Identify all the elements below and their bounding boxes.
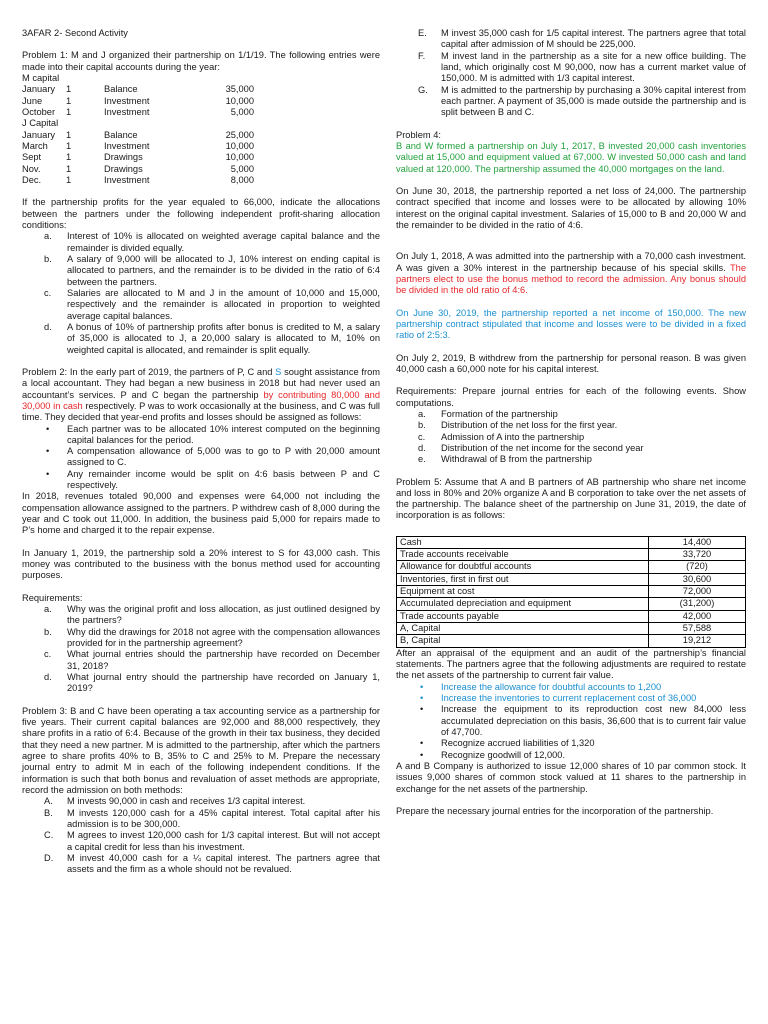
problem2-paragraph-2: In 2018, revenues totaled 90,000 and expenses were 64,000 not including the compensation allowance assigned to the partners. P withdrew cash of 8,000 during the year and C took out 11,000. In addition, the business paid 5,000 for repairs made to P’s home and charged it to the repair expense.: [22, 491, 380, 536]
list-letter: b.: [44, 626, 52, 637]
list-text: Withdrawal of B from the partnership: [441, 454, 592, 465]
bullet-item: [22, 469, 380, 492]
list-letter: d.: [44, 321, 52, 332]
problem2-requirements: [22, 604, 380, 695]
ledger-day: 1: [66, 84, 72, 95]
list-item: [22, 808, 380, 831]
list-letter: c.: [44, 649, 52, 660]
list-text: Salaries are allocated to M and J in the amount of 10,000 and 15,000, respectively and the remainder is allocated in proportion to weighted average capital balances.: [67, 287, 380, 321]
list-item: [22, 288, 380, 322]
ledger-amount: 10,000: [225, 152, 254, 163]
problem4-text-a: On July 1, 2018, A was admitted into the partnership with a 70,000 cash investment. A was given a 30% interest in the partnership because of his special skills.: [396, 251, 746, 273]
account-cell: B, Capital: [397, 635, 649, 647]
amount-cell: 33,720: [649, 549, 746, 561]
list-item: [22, 322, 380, 356]
list-text: Why was the original profit and loss allocation, as just outlined designed by the partners?: [67, 604, 380, 626]
ledger-amount: 8,000: [230, 174, 254, 185]
table-row: [397, 635, 746, 647]
ledger-day: 1: [66, 163, 72, 174]
list-letter: a.: [44, 231, 52, 242]
list-letter: D.: [44, 852, 54, 863]
bullet-dot-icon: •: [46, 468, 50, 479]
list-text: M is admitted to the partnership by purchasing a 30% capital interest from each partner. A payment of 35,000 is made outside the partnership and is split between B and C.: [441, 84, 746, 118]
account-cell: Inventories, first in first out: [397, 573, 649, 585]
table-row: [397, 536, 746, 548]
account-cell: Allowance for doubtful accounts: [397, 561, 649, 573]
problem4-paragraph-5: On July 2, 2019, B withdrew from the partnership for personal reason. B was given 40,000 cash a 60,000 note for his capital interest.: [396, 352, 746, 374]
list-letter: a.: [44, 604, 52, 615]
problem2-paragraph-3: In January 1, 2019, the partnership sold a 20% interest to S for 43,000 cash. This money was contributed to the business with the bonus method used for accounting purposes.: [22, 547, 380, 581]
list-text: What journal entries should the partnership have recorded on December 31, 2018?: [67, 649, 380, 671]
list-item: [396, 28, 746, 51]
list-text: M agrees to invest 120,000 cash for 1/3 capital interest. But will not accept a capital credit for less than his investment.: [67, 830, 380, 852]
list-item: [396, 443, 746, 454]
table-row: [397, 586, 746, 598]
amount-cell: 72,000: [649, 586, 746, 598]
amount-cell: 30,600: [649, 573, 746, 585]
account-cell: Trade accounts payable: [397, 610, 649, 622]
problem4-highlight-red: The partners elect to use the bonus method to record the admission. Any bonus should be divided in the old ratio of 4:6.: [396, 262, 746, 296]
problem4-blue-text: On June 30, 2019, the partnership reported a net income of 150,000. The new partnership contract stipulated that income and losses were to be divided in a fixed ratio of 2:5:3.: [396, 307, 746, 341]
amount-cell: 57,588: [649, 623, 746, 635]
list-item: [22, 830, 380, 853]
j-capital-label: J Capital: [22, 118, 59, 129]
ledger-month: Sept: [22, 152, 42, 163]
list-text: Formation of the partnership: [441, 408, 558, 419]
list-item: [22, 604, 380, 627]
problem1-items: [22, 231, 380, 356]
list-item: [22, 254, 380, 288]
ledger-row: [22, 84, 380, 95]
list-letter: c.: [418, 431, 426, 442]
ledger-month: January: [22, 129, 56, 140]
list-letter: G.: [418, 84, 428, 95]
ledger-description: Investment: [104, 95, 150, 106]
right-column: [396, 28, 746, 817]
problem4-paragraph-2: On June 30, 2018, the partnership reported a net loss of 24,000. The partnership contract specified that income and losses were to be allocated by allowing 10% interest on the original capital investment. Salaries of 15,000 to B and 20,000 W and the remainder to be divided in the ratio of 4:6.: [396, 185, 746, 230]
ledger-row: [22, 141, 380, 152]
ledger-day: 1: [66, 152, 72, 163]
ledger-day: 1: [66, 129, 72, 140]
list-text: Admission of A into the partnership: [441, 431, 585, 442]
problem5-paragraph-2: A and B Company is authorized to issue 12,000 shares of 10 par common stock. It issues 9,000 shares of common stock valued at 11 shares to the partnership in exchange for the net assets of the partnership.: [396, 761, 746, 794]
list-text: Distribution of the net loss for the first year.: [441, 420, 618, 431]
list-item: [396, 432, 746, 443]
ledger-description: Investment: [104, 174, 150, 185]
bullet-item: [22, 424, 380, 447]
bullet-item: [396, 682, 746, 693]
bullet-item: [396, 693, 746, 704]
ledger-amount: 10,000: [225, 140, 254, 151]
list-item: [396, 420, 746, 431]
problem2-text-a: Problem 2: In the early part of 2019, the partners of P, C and: [22, 366, 276, 377]
ledger-description: Balance: [104, 84, 138, 95]
list-item: [22, 627, 380, 650]
problem3-intro: Problem 3: B and C have been operating a tax accounting service as a partnership for five years. Their current capital balances are 92,000 and 88,000 respectively, they share profits in a ratio of 6:4. Because of the growth in their tax business, they decided that they need a new partner. M is admitted to the partnership, after which the partners agree to share profits 40% to B, 35% to C and 25% to M. Prepare the necessary journal entry to admit M in each of the following independent conditions. If the information is such that both bonus and revaluation of asset methods are appropriate, record the admission on both methods:: [22, 705, 380, 796]
bullet-text: A compensation allowance of 5,000 was to go to P with 20,000 amount assigned to C.: [67, 446, 380, 468]
problem5-paragraph-3: Prepare the necessary journal entries for the incorporation of the partnership.: [396, 806, 714, 817]
ledger-day: 1: [66, 95, 72, 106]
problem2-intro: [22, 367, 380, 424]
bullet-text: Recognize accrued liabilities of 1,320: [441, 738, 595, 749]
left-column: [22, 28, 380, 876]
list-text: M invest 35,000 cash for 1/5 capital interest. The partners agree that total capital after admission of M should be 225,000.: [441, 28, 746, 50]
list-text: A bonus of 10% of partnership profits after bonus is credited to M, a salary of 35,000 is allocated to J, a 20,000 salary is allocated to M, 10% on weighted capital is allocated, and remainder is split equally.: [67, 321, 380, 355]
list-letter: b.: [418, 420, 426, 431]
ledger-row: [22, 96, 380, 107]
list-item: [22, 672, 380, 695]
problem2-bullets: [22, 424, 380, 492]
problem5-adjustments: [396, 682, 746, 761]
list-text: Interest of 10% is allocated on weighted average capital balance and the remainder is divided equally.: [67, 231, 380, 253]
list-text: What journal entry should the partnership have recorded on January 1, 2019?: [67, 672, 380, 694]
ledger-description: Investment: [104, 106, 150, 117]
balance-sheet-table: [396, 536, 746, 648]
bullet-text: Increase the inventories to current replacement cost of 36,000: [441, 693, 697, 704]
bullet-dot-icon: •: [420, 681, 424, 692]
list-letter: d.: [418, 442, 426, 453]
account-cell: Equipment at cost: [397, 586, 649, 598]
ledger-row: [22, 130, 380, 141]
bullet-dot-icon: •: [46, 423, 50, 434]
table-row: [397, 598, 746, 610]
bullet-item: [396, 750, 746, 761]
list-item: [396, 51, 746, 85]
list-letter: e.: [418, 454, 426, 465]
ledger-amount: 10,000: [225, 95, 254, 106]
amount-cell: 19,212: [649, 635, 746, 647]
list-item: [396, 85, 746, 119]
bullet-item: [396, 704, 746, 738]
amount-cell: 14,400: [649, 536, 746, 548]
problem1-question: If the partnership profits for the year equaled to 66,000, indicate the allocations between the partners under the following independent profit-sharing allocation conditions:: [22, 197, 380, 230]
account-cell: Accumulated depreciation and equipment: [397, 598, 649, 610]
problem4-heading: Problem 4:: [396, 129, 441, 140]
list-text: Distribution of the net income for the second year: [441, 442, 644, 453]
amount-cell: (31,200): [649, 598, 746, 610]
list-item: [396, 454, 746, 465]
ledger-month: January: [22, 84, 56, 95]
bullet-item: [22, 446, 380, 469]
bullet-dot-icon: •: [420, 693, 424, 704]
problem5-intro: Problem 5: Assume that A and B partners of AB partnership who share net income and loss in 80% and 20% organize A and B corporation to take over the net assets of the partnership. The balance sheet of the partnership on June 31, 2019, the date of incorporation is as follows:: [396, 476, 746, 521]
ledger-day: 1: [66, 140, 72, 151]
list-letter: A.: [44, 796, 53, 807]
ledger-month: Dec.: [22, 174, 42, 185]
m-capital-label: M capital: [22, 72, 60, 83]
ledger-row: [22, 152, 380, 163]
ledger-row: [22, 164, 380, 175]
list-text: M invest 40,000 cash for a ¼ capital interest. The partners agree that assets and the firm as a whole should not be revalued.: [67, 852, 380, 875]
account-cell: A, Capital: [397, 623, 649, 635]
problem4-paragraph-3: [396, 251, 746, 296]
bullet-text: Each partner was to be allocated 10% interest computed on the beginning capital balances for the period.: [67, 423, 380, 445]
bullet-text: Recognize goodwill of 12,000.: [441, 749, 566, 760]
list-letter: b.: [44, 253, 52, 264]
list-letter: C.: [44, 830, 54, 841]
problem4-green-text: B and W formed a partnership on July 1, 2017, B invested 20,000 cash inventories valued at 15,000 and equipment valued at 67,000. W invested 50,000 cash and land valued at 120,000. The partnership assumed the 40,000 mortgages on the land.: [396, 140, 746, 174]
list-item: [22, 231, 380, 254]
bullet-dot-icon: •: [46, 446, 50, 457]
list-item: [22, 853, 380, 876]
list-letter: B.: [44, 807, 53, 818]
ledger-amount: 5,000: [230, 163, 254, 174]
bullet-dot-icon: •: [420, 749, 424, 760]
table-row: [397, 561, 746, 573]
ledger-day: 1: [66, 106, 72, 117]
ledger-row: [22, 107, 380, 118]
ledger-month: June: [22, 95, 43, 106]
bullet-item: [396, 738, 746, 749]
ledger-amount: 25,000: [225, 129, 254, 140]
problem2-partner-s: S: [275, 366, 282, 377]
amount-cell: 42,000: [649, 610, 746, 622]
problem4-items: [396, 409, 746, 466]
list-letter: a.: [418, 408, 426, 419]
bullet-text: Any remainder income would be split on 4:6 basis between P and C respectively.: [67, 468, 380, 491]
problem5-after: After an appraisal of the equipment and an audit of the partnership’s financial statements. The partners agree that the following adjustments are required to restate the net assets of the partnership to current fair value.: [396, 647, 746, 681]
table-row: [397, 573, 746, 585]
bullet-text: Increase the allowance for doubtful accounts to 1,200: [441, 681, 662, 692]
ledger-description: Balance: [104, 129, 138, 140]
list-letter: d.: [44, 672, 52, 683]
list-text: A salary of 9,000 will be allocated to J, 10% interest on ending capital is allocated to partners, and the remainder is to be divided in the ratio of 6:4 between the partners.: [67, 253, 380, 287]
ledger-month: March: [22, 140, 48, 151]
problem2-highlight-red: by contributing 80,000 and 30,000 in cash: [22, 389, 380, 411]
ledger-description: Investment: [104, 140, 150, 151]
ledger-amount: 35,000: [225, 84, 254, 95]
ledger-amount: 5,000: [230, 106, 254, 117]
table-row: [397, 610, 746, 622]
problem2-requirements-label: Requirements:: [22, 592, 83, 603]
bullet-dot-icon: •: [420, 738, 424, 749]
amount-cell: (720): [649, 561, 746, 573]
list-text: Why did the drawings for 2018 not agree with the compensation allowances provided for in the partnership agreement?: [67, 626, 380, 649]
problem1-intro: Problem 1: M and J organized their partnership on 1/1/19. The following entries were made into their capital accounts during the year:: [22, 50, 380, 72]
m-capital-ledger: [22, 73, 380, 118]
document-title: 3AFAR 2- Second Activity: [22, 28, 128, 38]
account-cell: Trade accounts receivable: [397, 549, 649, 561]
list-item: [22, 649, 380, 672]
ledger-month: October: [22, 106, 56, 117]
problem4-requirements: Requirements: Prepare journal entries for each of the following events. Show computations.: [396, 386, 746, 408]
ledger-row: [22, 175, 380, 186]
problem2-text-c: respectively. P was to work occasionally at the business, and C was full time. They decided that year-end profits and losses should be assigned as follows:: [22, 400, 380, 423]
list-text: M invest land in the partnership as a site for a new office building. The land, which originally cost M 90,000, now has a current market value of 150,000. M is admitted with 1/3 capital interest.: [441, 50, 746, 84]
list-text: M invests 90,000 in cash and receives 1/3 capital interest.: [67, 796, 306, 807]
problem3-items-left: [22, 796, 380, 875]
j-capital-ledger: [22, 118, 380, 186]
list-letter: E.: [418, 28, 427, 38]
ledger-description: Drawings: [104, 163, 143, 174]
list-item: [396, 409, 746, 420]
list-letter: c.: [44, 287, 52, 298]
problem3-items-right: [396, 28, 746, 119]
account-cell: Cash: [397, 536, 649, 548]
bullet-text: Increase the equipment to its reproduction cost new 84,000 less accumulated depreciation on this basis, 36,600 that is to current fair value of 47,700.: [441, 704, 746, 738]
ledger-month: Nov.: [22, 163, 41, 174]
problem2-text-b: sought assistance from a local accountant. They had began a new business in 2018 but had never used an accountant’s services. P and C began the partnership: [22, 366, 381, 400]
table-row: [397, 549, 746, 561]
list-item: [22, 796, 380, 807]
bullet-dot-icon: •: [420, 704, 424, 715]
table-row: [397, 623, 746, 635]
list-text: M invests 120,000 cash for a 45% capital interest. Total capital after his admission is to be 300,000.: [67, 807, 380, 829]
ledger-day: 1: [66, 174, 72, 185]
ledger-description: Drawings: [104, 152, 143, 163]
list-letter: F.: [418, 50, 426, 61]
